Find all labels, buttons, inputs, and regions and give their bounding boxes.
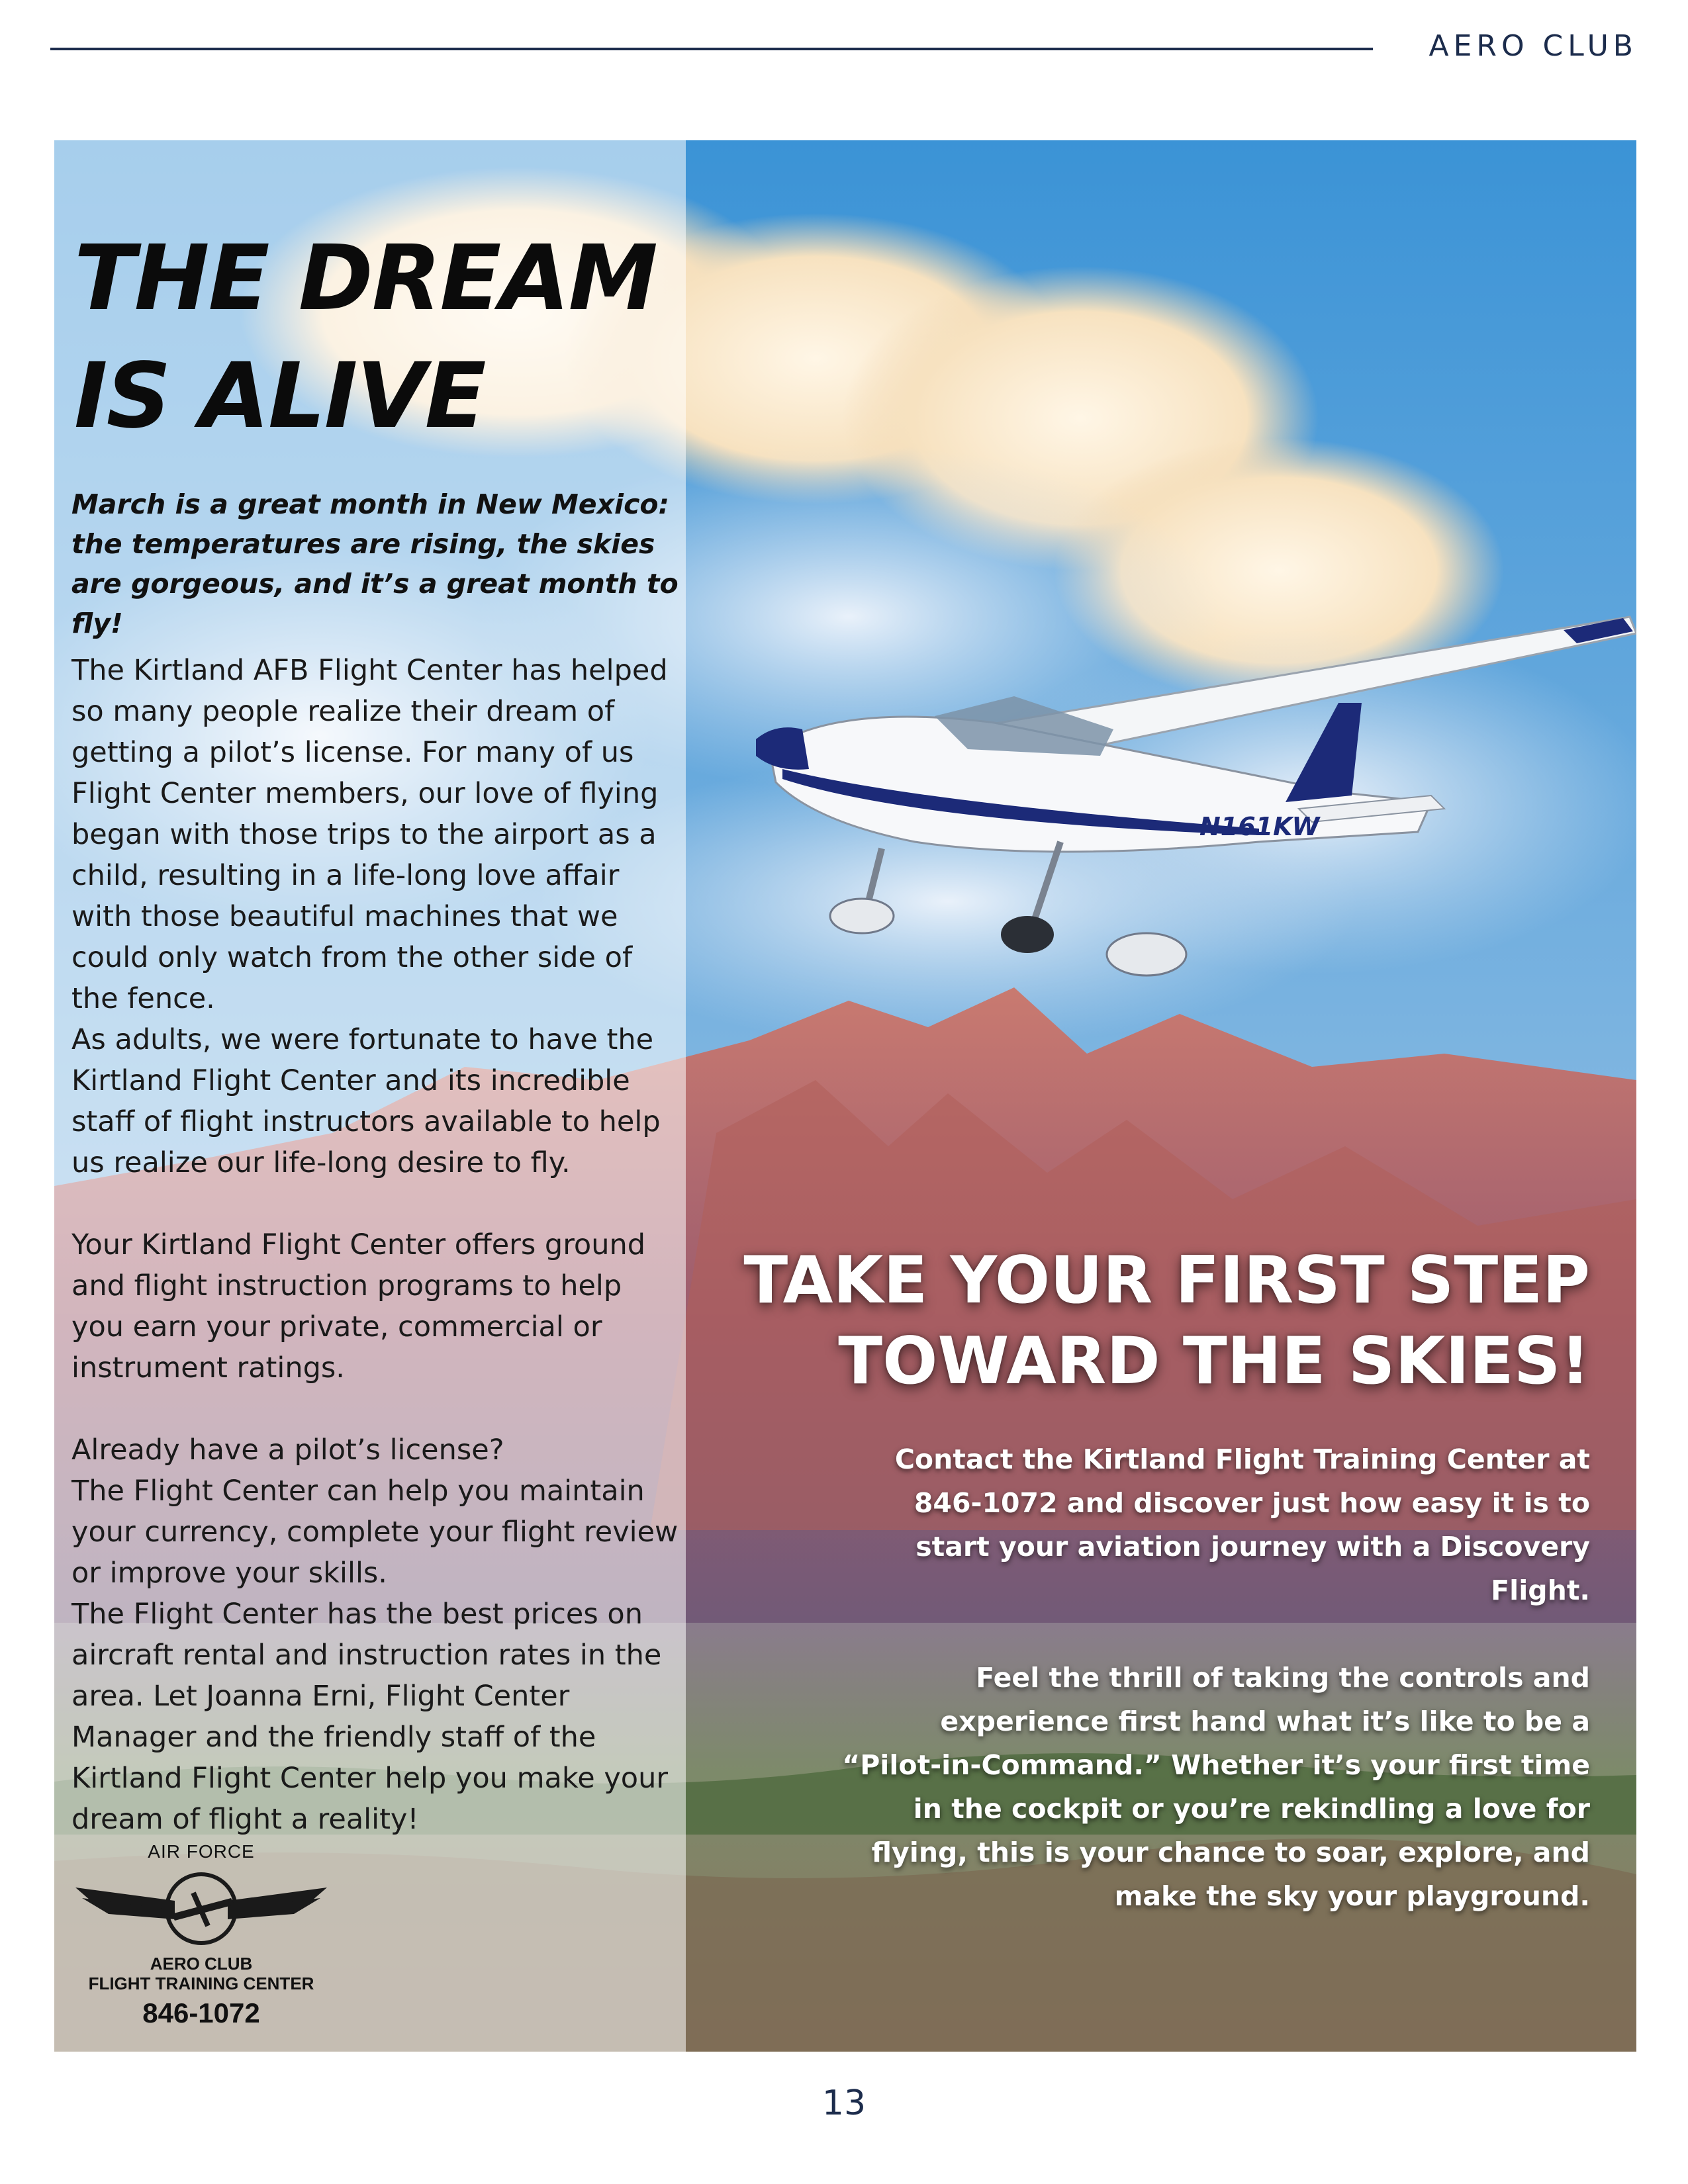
page-number: 13 [821, 2083, 867, 2123]
intro-text: March is a great month in New Mexico: the temperatures are rising, the skies are gorgeous, and it’s a great month to fly! [71, 488, 679, 639]
headline-line-2: IS ALIVE [74, 344, 485, 449]
cta-text [835, 1437, 1590, 1962]
tail-number: N161KW [1199, 812, 1320, 841]
aero-club-logo [69, 1841, 334, 2040]
cta-title [663, 1240, 1590, 1402]
section-label: AERO CLUB [1429, 29, 1638, 63]
body-paragraph-4: Already have a pilot’s license? [71, 1433, 504, 1467]
cta-paragraph-1: Contact the Kirtland Flight Training Center at 846-1072 and discover just how easy it is to start your aviation journey with a Discovery Flight. [894, 1443, 1590, 1606]
body-paragraph-5: The Flight Center can help you maintain your currency, complete your flight review or improve your skills. [71, 1475, 679, 1590]
logo-top-text: AIR FORCE [148, 1841, 255, 1862]
headline-line-1: THE DREAM [74, 226, 657, 331]
feature-panel [54, 140, 1636, 2052]
logo-line-2: FLIGHT TRAINING CENTER [88, 1974, 314, 1993]
header-rule [50, 48, 1373, 50]
headline [74, 220, 657, 455]
logo-line-1: AERO CLUB [150, 1954, 253, 1974]
cta-title-line-2: TOWARD THE SKIES! [838, 1324, 1590, 1399]
logo-phone: 846-1072 [142, 1997, 260, 2028]
body-text [71, 650, 680, 1840]
body-paragraph-2: As adults, we were fortunate to have the Kirtland Flight Center and its incredible staff of flight instructors available to help us realize our life-long desire to fly. [71, 1023, 661, 1179]
body-paragraph-6: The Flight Center has the best prices on aircraft rental and instruction rates in the area. Let Joanna Erni, Flight Center Manager and the friendly staff of the Kirtland Flight Center help you make your dream of flight a reality! [71, 1598, 669, 1836]
body-paragraph-1: The Kirtland AFB Flight Center has helped so many people realize their dream of getting a pilot’s license. For many of us Flight Center members, our love of flying began with those trips to the airport as a child, resulting in a life-long love affair with those beautiful machines that we could only watch from the other side of the fence. [71, 654, 668, 1015]
body-paragraph-3: Your Kirtland Flight Center offers ground and flight instruction programs to help you earn your private, commercial or instrument ratings. [71, 1228, 646, 1385]
cta-paragraph-2: Feel the thrill of taking the controls and experience first hand what it’s like to be a “Pilot-in-Command.” Whether it’s your first time in the cockpit or you’re rekindling a love for flying, this is your chance to soar, explore, and make the sky your playground. [842, 1662, 1590, 1912]
wings-icon [75, 1866, 327, 1952]
cta-title-line-1: TAKE YOUR FIRST STEP [743, 1243, 1590, 1318]
